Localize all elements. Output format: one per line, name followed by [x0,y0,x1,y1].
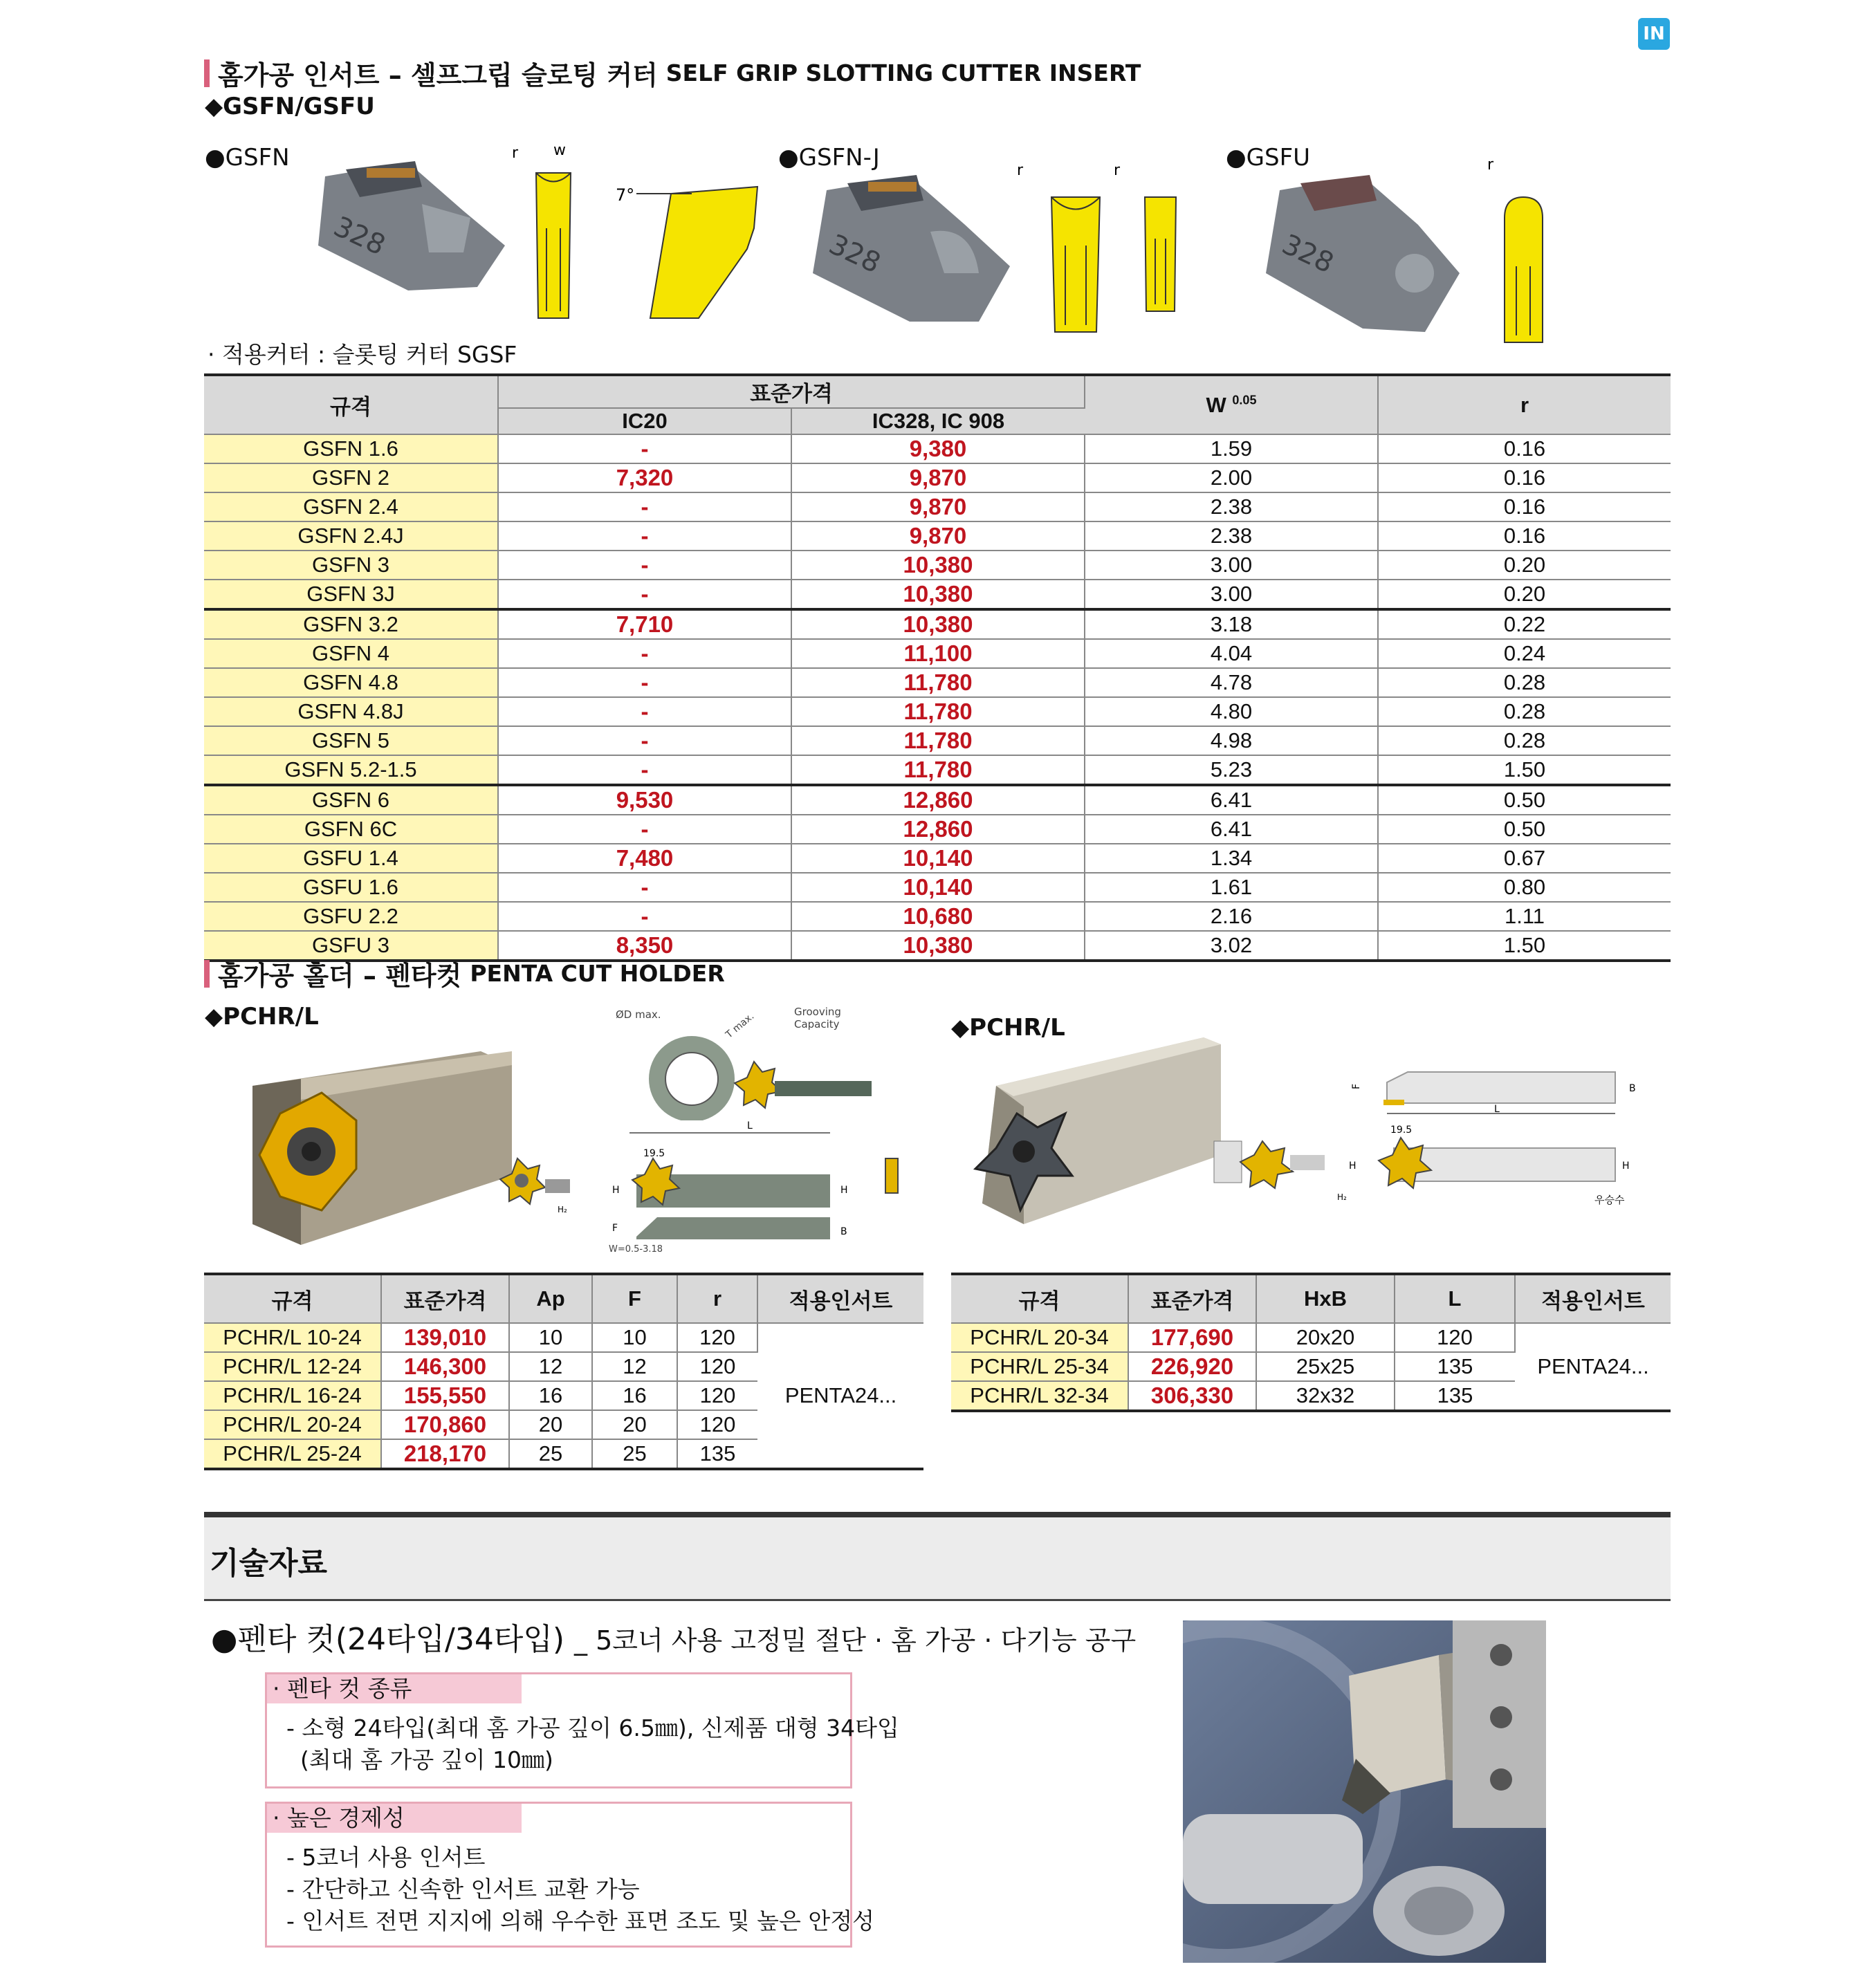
cell-r: 0.50 [1378,815,1671,844]
cell-spec: GSFU 3 [204,931,498,961]
cell-ap: 10 [509,1323,592,1352]
cell-ic328: 12,860 [791,785,1085,815]
cell-ap: 16 [509,1381,592,1410]
cell-spec: PCHR/L 20-24 [204,1410,381,1439]
cell-hxb: 32x32 [1256,1381,1395,1411]
cell-r: 0.28 [1378,697,1671,726]
table-row [204,785,1671,815]
cell-spec: GSFN 2.4J [204,521,498,551]
tech-title: 기술자료 [210,1546,328,1581]
cell-r: 0.16 [1378,434,1671,463]
svg-text:w: w [553,145,566,159]
cell-spec: PCHR/L 25-34 [951,1352,1128,1381]
cell-ap: 25 [509,1439,592,1469]
svg-text:328: 328 [1277,228,1339,280]
cell-ic328: 10,380 [791,580,1085,609]
cell-spec: GSFN 4.8J [204,697,498,726]
cell-ic328: 10,140 [791,844,1085,873]
penta-type-box-head: · 펜타 컷 종류 [267,1674,522,1703]
svg-text:H: H [1349,1161,1357,1172]
cell-r: 0.50 [1378,785,1671,815]
cell-r: 120 [677,1381,757,1410]
economy-line: - 간단하고 신속한 인서트 교환 가능 [286,1876,640,1903]
cell-ic328: 10,140 [791,873,1085,902]
cell-ic328: 10,380 [791,551,1085,580]
section1-title [204,54,1141,92]
cell-price: 177,690 [1128,1323,1256,1352]
svg-text:우승수: 우승수 [1594,1194,1625,1206]
svg-text:ØD max.: ØD max. [616,1008,661,1021]
cell-spec: GSFN 1.6 [204,434,498,463]
cell-l: 120 [1395,1323,1515,1352]
svg-text:r: r [1487,156,1494,174]
gsfn-top-view-diagram [505,145,581,325]
table-row [204,463,1671,492]
cell-ic328: 11,780 [791,755,1085,785]
table-row [204,580,1671,609]
pchr-34-dimension-diagram [1207,1044,1650,1210]
cell-l: 135 [1395,1352,1515,1381]
cell-ic20: 8,350 [498,931,791,961]
pchr-34-holder-photo [955,1030,1224,1252]
svg-text:19.5: 19.5 [1390,1125,1413,1136]
gsfu-insert-photo [1259,169,1466,335]
cell-r: 120 [677,1410,757,1439]
cell-w: 3.02 [1085,931,1378,961]
label-gsfn-j: ●GSFN-J [778,144,880,172]
pchr-24-price-table [204,1273,923,1470]
svg-text:328: 328 [824,228,885,280]
cell-f: 12 [592,1352,677,1381]
cell-w: 1.34 [1085,844,1378,873]
cell-ic20: - [498,434,791,463]
col-header: Ap [509,1274,592,1323]
cell-ic328: 11,780 [791,697,1085,726]
cell-spec: GSFN 4 [204,639,498,668]
table-row [204,639,1671,668]
col-spec: 규격 [204,375,498,434]
cell-r: 0.80 [1378,873,1671,902]
cell-ic20: - [498,697,791,726]
cell-ic328: 12,860 [791,815,1085,844]
cell-ic20: 7,320 [498,463,791,492]
cell-w: 3.18 [1085,609,1378,639]
section1-title-en: SELF GRIP SLOTTING CUTTER INSERT [665,59,1141,86]
cell-spec: GSFU 1.4 [204,844,498,873]
cell-r: 1.11 [1378,902,1671,931]
gsfn-j-views-diagram [1017,163,1197,342]
svg-text:W=0.5-3.18: W=0.5-3.18 [609,1244,663,1255]
cell-w: 2.38 [1085,492,1378,521]
cell-ic20: - [498,873,791,902]
cell-r: 0.20 [1378,580,1671,609]
cell-w: 6.41 [1085,785,1378,815]
pchr-24-holder-photo [239,1037,522,1266]
cell-ic328: 10,380 [791,931,1085,961]
cell-w: 4.78 [1085,668,1378,697]
table-row [204,1323,923,1352]
svg-text:H₂: H₂ [1337,1192,1347,1202]
cell-w: 2.00 [1085,463,1378,492]
cell-ic20: - [498,639,791,668]
col-header: 적용인서트 [1515,1274,1671,1323]
tech-section-header [204,1512,1671,1601]
label-gsfn: ●GSFN [205,144,290,172]
svg-text:L: L [1494,1104,1500,1115]
gsfn-insert-photo [304,156,512,294]
cell-w: 4.80 [1085,697,1378,726]
table-row [204,755,1671,785]
index-badge: IN [1638,18,1670,50]
cell-hxb: 25x25 [1256,1352,1395,1381]
col-header: HxB [1256,1274,1395,1323]
penta-type-line: - 소형 24타입(최대 홈 가공 깊이 6.5㎜), 신제품 대형 34타입 [286,1714,899,1741]
cell-price: 146,300 [381,1352,509,1381]
cell-insert: PENTA24... [757,1323,923,1469]
penta-cut-application-photo [1183,1620,1546,1963]
col-header: 표준가격 [1128,1274,1256,1323]
cell-w: 1.61 [1085,873,1378,902]
economy-line: - 5코너 사용 인서트 [286,1844,486,1871]
gsfn-price-table [204,373,1671,962]
cell-ic328: 11,100 [791,639,1085,668]
cell-w: 1.59 [1085,434,1378,463]
cell-r: 0.28 [1378,726,1671,755]
cell-f: 16 [592,1381,677,1410]
svg-text:r: r [512,145,519,162]
cell-r: 0.16 [1378,492,1671,521]
cell-spec: GSFU 1.6 [204,873,498,902]
cell-spec: GSFN 5 [204,726,498,755]
cell-r: 1.50 [1378,931,1671,961]
cell-spec: PCHR/L 16-24 [204,1381,381,1410]
gsfu-top-view-diagram [1480,156,1563,349]
section2-title-kr: 홈가공 홀더 – 펜타컷 [218,961,462,991]
svg-text:B: B [840,1226,847,1237]
table-row [204,902,1671,931]
table-row [204,815,1671,844]
economy-box [265,1802,874,1948]
cell-w: 3.00 [1085,580,1378,609]
col-header: 표준가격 [381,1274,509,1323]
pchr-34-price-table [951,1273,1671,1412]
cell-f: 25 [592,1439,677,1469]
table-row [204,844,1671,873]
cell-w: 4.98 [1085,726,1378,755]
cell-ic20: - [498,492,791,521]
cell-spec: PCHR/L 32-34 [951,1381,1128,1411]
section2-title-en: PENTA CUT HOLDER [470,960,725,987]
cell-spec: GSFN 5.2-1.5 [204,755,498,785]
cell-ap: 20 [509,1410,592,1439]
applicable-cutter-note: · 적용커터 : 슬롯팅 커터 SGSF [208,341,517,368]
col-header: 적용인서트 [757,1274,923,1323]
cell-spec: GSFN 6C [204,815,498,844]
penta-cut-heading: ●펜타 컷(24타입/34타입) _ 5코너 사용 고정밀 절단 · 홈 가공 · 다기능 공구 [211,1622,1137,1657]
svg-text:r: r [1017,163,1024,179]
cell-ic20: - [498,902,791,931]
cell-price: 170,860 [381,1410,509,1439]
cell-spec: GSFN 2.4 [204,492,498,521]
cell-ic20: - [498,726,791,755]
cell-spec: PCHR/L 12-24 [204,1352,381,1381]
cell-price: 306,330 [1128,1381,1256,1411]
pchr-left-subtitle: ◆PCHR/L [205,1003,319,1030]
cell-ic328: 9,870 [791,521,1085,551]
svg-text:F: F [612,1223,618,1234]
cell-ic328: 11,780 [791,668,1085,697]
section1-title-kr: 홈가공 인서트 – 셀프그립 슬로팅 커터 [218,60,658,91]
cell-price: 155,550 [381,1381,509,1410]
table-row [204,551,1671,580]
col-ic328: IC328, IC 908 [791,408,1085,434]
col-w: W $^{0.05}$ [1085,375,1378,434]
cell-ic20: - [498,815,791,844]
cell-hxb: 20x20 [1256,1323,1395,1352]
gsfn-j-insert-photo [806,169,1013,329]
table-row [204,521,1671,551]
cell-ic20: - [498,521,791,551]
cell-r: 120 [677,1323,757,1352]
pchr-24-dimension-diagram [609,1120,913,1255]
cell-spec: GSFN 2 [204,463,498,492]
cell-w: 4.04 [1085,639,1378,668]
penta-type-box [265,1672,899,1788]
col-header: L [1395,1274,1515,1323]
cell-r: 0.28 [1378,668,1671,697]
table-row [204,873,1671,902]
section2-title [204,954,725,992]
svg-text:328: 328 [329,210,390,262]
cell-r: 135 [677,1439,757,1469]
col-header: r [677,1274,757,1323]
svg-text:r: r [1114,163,1121,179]
svg-text:T max.: T max. [724,1010,757,1041]
cell-ic328: 9,870 [791,492,1085,521]
cell-spec: GSFU 2.2 [204,902,498,931]
cell-ic20: - [498,551,791,580]
cell-ic328: 11,780 [791,726,1085,755]
svg-text:H: H [840,1185,848,1196]
cell-ap: 12 [509,1352,592,1381]
cell-spec: GSFN 3.2 [204,609,498,639]
label-gsfu: ●GSFU [1226,144,1311,172]
cell-f: 10 [592,1323,677,1352]
col-header: F [592,1274,677,1323]
cell-w: 2.38 [1085,521,1378,551]
cell-w: 2.16 [1085,902,1378,931]
svg-text:Grooving: Grooving [794,1006,841,1018]
cell-ic20: 7,480 [498,844,791,873]
cell-r: 0.16 [1378,463,1671,492]
economy-line: - 인서트 전면 지지에 의해 우수한 표면 조도 및 높은 안정성 [286,1907,874,1934]
table-row [204,609,1671,639]
cell-r: 0.67 [1378,844,1671,873]
pchr-24-insert-view [497,1152,580,1214]
svg-text:B: B [1629,1083,1636,1094]
col-price: 표준가격 [498,375,1085,408]
cell-r: 0.16 [1378,521,1671,551]
col-header: 규격 [951,1274,1128,1323]
gsfn-side-view-diagram [609,145,761,325]
cell-ic328: 9,380 [791,434,1085,463]
cell-w: 5.23 [1085,755,1378,785]
svg-text:L: L [747,1120,753,1131]
cell-ic20: - [498,755,791,785]
cell-l: 135 [1395,1381,1515,1411]
cell-w: 6.41 [1085,815,1378,844]
col-ic20: IC20 [498,408,791,434]
cell-price: 139,010 [381,1323,509,1352]
col-header: 규격 [204,1274,381,1323]
cell-spec: GSFN 3J [204,580,498,609]
cell-ic20: 9,530 [498,785,791,815]
cell-ic328: 9,870 [791,463,1085,492]
cell-r: 1.50 [1378,755,1671,785]
cell-spec: GSFN 4.8 [204,668,498,697]
cell-ic328: 10,380 [791,609,1085,639]
table-row [204,434,1671,463]
table-row [951,1323,1671,1352]
table-row [204,492,1671,521]
table-row [204,697,1671,726]
svg-text:7°: 7° [616,185,635,205]
cell-r: 0.22 [1378,609,1671,639]
cell-w: 3.00 [1085,551,1378,580]
cell-r: 0.24 [1378,639,1671,668]
cell-ic20: - [498,668,791,697]
svg-text:H₂: H₂ [558,1205,567,1214]
svg-text:Capacity: Capacity [794,1018,840,1030]
economy-box-head: · 높은 경제성 [267,1804,522,1833]
svg-text:H: H [612,1185,620,1196]
table-row [204,668,1671,697]
cell-price: 226,920 [1128,1352,1256,1381]
cell-ic328: 10,680 [791,902,1085,931]
cell-spec: PCHR/L 25-24 [204,1439,381,1469]
penta-type-line: (최대 홈 가공 깊이 10㎜) [300,1746,553,1773]
cell-f: 20 [592,1410,677,1439]
svg-text:19.5: 19.5 [643,1148,665,1159]
section1-subtitle: ◆GSFN/GSFU [205,93,375,120]
cell-spec: GSFN 3 [204,551,498,580]
cell-price: 218,170 [381,1439,509,1469]
pchr-right-subtitle: ◆PCHR/L [951,1014,1065,1042]
table-row [204,726,1671,755]
cell-r: 120 [677,1352,757,1381]
cell-r: 0.20 [1378,551,1671,580]
cell-ic20: 7,710 [498,609,791,639]
cell-insert: PENTA24... [1515,1323,1671,1411]
cell-spec: GSFN 6 [204,785,498,815]
grooving-capacity-diagram [609,1003,899,1120]
svg-text:H: H [1622,1161,1630,1172]
svg-text:F: F [1351,1083,1362,1089]
cell-spec: PCHR/L 10-24 [204,1323,381,1352]
col-r: r [1378,375,1671,434]
cell-spec: PCHR/L 20-34 [951,1323,1128,1352]
cell-ic20: - [498,580,791,609]
